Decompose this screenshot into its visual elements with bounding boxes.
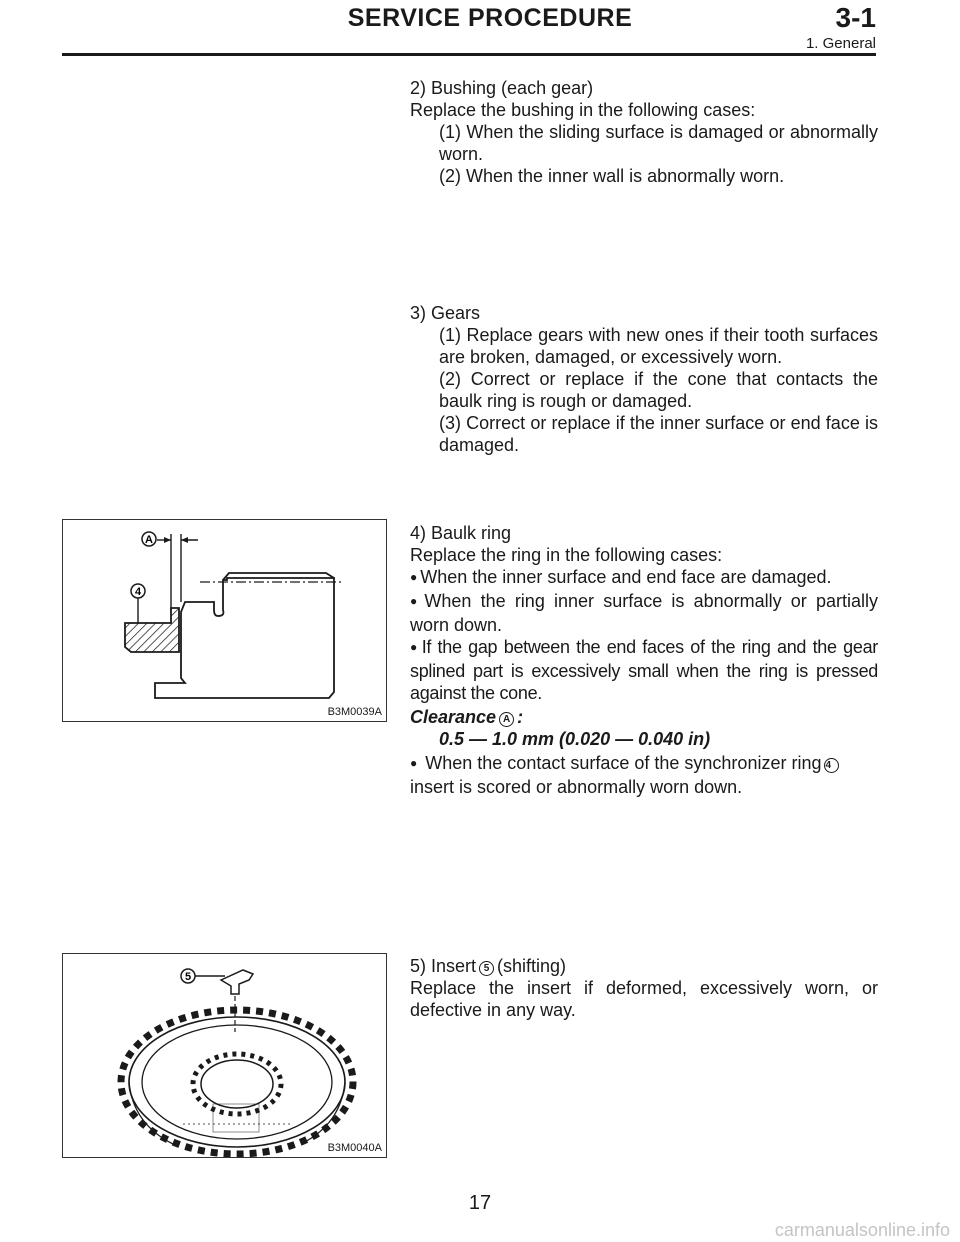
callout-4-label: 4 bbox=[134, 586, 142, 598]
callout-5-label: 5 bbox=[184, 971, 192, 983]
baulk-ring-section bbox=[410, 522, 878, 798]
baulk-last-text-b: insert is scored or abnormally worn down. bbox=[410, 777, 743, 797]
gear-outline bbox=[155, 578, 334, 698]
baulk-intro: Replace the ring in the following cases: bbox=[410, 545, 723, 565]
bushing-heading: 2) Bushing (each gear) bbox=[410, 78, 594, 98]
baulk-last-text-a: When the contact surface of the synchronizer ring bbox=[425, 753, 822, 773]
insert-section bbox=[410, 955, 878, 1021]
insert-heading bbox=[410, 955, 878, 977]
baulk-bullet bbox=[410, 752, 878, 798]
callout-a-mark: A bbox=[499, 712, 514, 727]
baulk-bullet: ● If the gap between the end faces of the ring and the gear splined part is excessively small when the ring is pressed against the cone. bbox=[410, 636, 878, 704]
figure-code: B3M0039A bbox=[327, 706, 382, 718]
header-rule bbox=[62, 53, 876, 56]
gears-item: (3) Correct or replace if the inner surface or end face is damaged. bbox=[439, 413, 878, 455]
insert-piece bbox=[221, 970, 253, 994]
bushing-item: (1) When the sliding surface is damaged or abnormally worn. bbox=[439, 122, 878, 164]
baulk-ring bbox=[125, 608, 179, 652]
insert-heading-b: (shifting) bbox=[497, 956, 567, 976]
page-title: SERVICE PROCEDURE bbox=[347, 4, 633, 32]
clearance-colon: : bbox=[517, 707, 524, 727]
gears-item: (1) Replace gears with new ones if their tooth surfaces are broken, damaged, or excessively worn. bbox=[439, 325, 878, 367]
baulk-bullet: ● When the inner surface and end face are damaged. bbox=[410, 566, 878, 590]
gears-section bbox=[410, 302, 878, 456]
watermark: carmanualsonline.info bbox=[774, 1220, 950, 1240]
section-number: 3-1 bbox=[835, 2, 876, 33]
page-number: 17 bbox=[468, 1192, 492, 1214]
insert-text: Replace the insert if deformed, excessively worn, or defective in any way. bbox=[410, 978, 878, 1020]
callout-5-mark: 5 bbox=[479, 961, 494, 976]
callout-a-label: A bbox=[145, 534, 153, 546]
figure-insert bbox=[62, 953, 387, 1158]
callout-4-mark: 4 bbox=[824, 758, 839, 773]
bushing-item: (2) When the inner wall is abnormally worn. bbox=[439, 166, 785, 186]
baulk-ring-diagram bbox=[63, 520, 386, 721]
gears-item: (2) Correct or replace if the cone that contacts the baulk ring is rough or damaged. bbox=[439, 369, 878, 411]
insert-diagram bbox=[63, 954, 386, 1157]
figure-baulk-ring bbox=[62, 519, 387, 722]
clearance-spec bbox=[410, 706, 878, 728]
clearance-value: 0.5 — 1.0 mm (0.020 — 0.040 in) bbox=[439, 729, 711, 749]
insert-heading-a: 5) Insert bbox=[410, 956, 477, 976]
bushing-section bbox=[410, 77, 878, 187]
clearance-label: Clearance bbox=[410, 707, 497, 727]
baulk-heading: 4) Baulk ring bbox=[410, 523, 512, 543]
figure-code: B3M0040A bbox=[327, 1142, 382, 1154]
gears-heading: 3) Gears bbox=[410, 303, 481, 323]
baulk-bullet: ● When the ring inner surface is abnormally or partially worn down. bbox=[410, 590, 878, 636]
section-subtitle: 1. General bbox=[805, 35, 876, 52]
bushing-intro: Replace the bushing in the following cases: bbox=[410, 100, 756, 120]
